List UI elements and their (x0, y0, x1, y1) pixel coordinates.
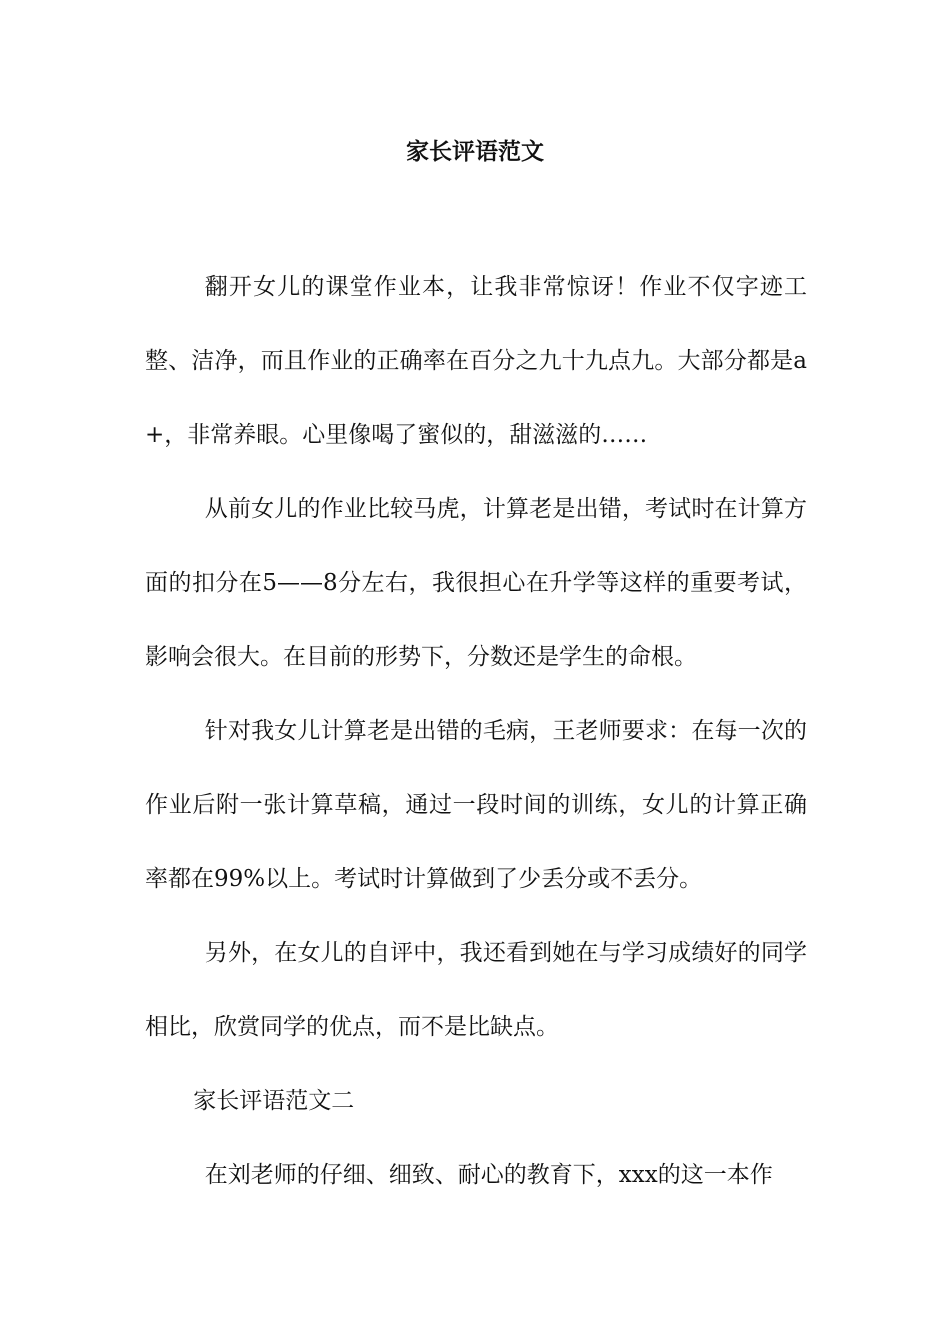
paragraph-5: 在刘老师的仔细、细致、耐心的教育下，xxx的这一本作 (204, 1162, 773, 1188)
paragraph-4: 另外，在女儿的自评中，我还看到她在与学习成绩好的同学相比，欣赏同学的优点，而不是比缺点。 (145, 940, 807, 1040)
paragraph-3: 针对我女儿计算老是出错的毛病，王老师要求：在每一次的作业后附一张计算草稿，通过一段时间的训练，女儿的计算正确率都在99%以上。考试时计算做到了少丢分或不丢分。 (145, 718, 807, 892)
document-title: 家长评语范文 (406, 138, 544, 165)
document-body (145, 250, 807, 1212)
paragraph-2: 从前女儿的作业比较马虎，计算老是出错，考试时在计算方面的扣分在5——8分左右，我很担心在升学等这样的重要考试，影响会很大。在目前的形势下，分数还是学生的命根。 (145, 496, 807, 670)
paragraph-1: 翻开女儿的课堂作业本，让我非常惊讶！作业不仅字迹工整、洁净，而且作业的正确率在百分之九十九点九。大部分都是a+，非常养眼。心里像喝了蜜似的，甜滋滋的…… (145, 274, 807, 448)
section-heading: 家长评语范文二 (193, 1088, 355, 1114)
